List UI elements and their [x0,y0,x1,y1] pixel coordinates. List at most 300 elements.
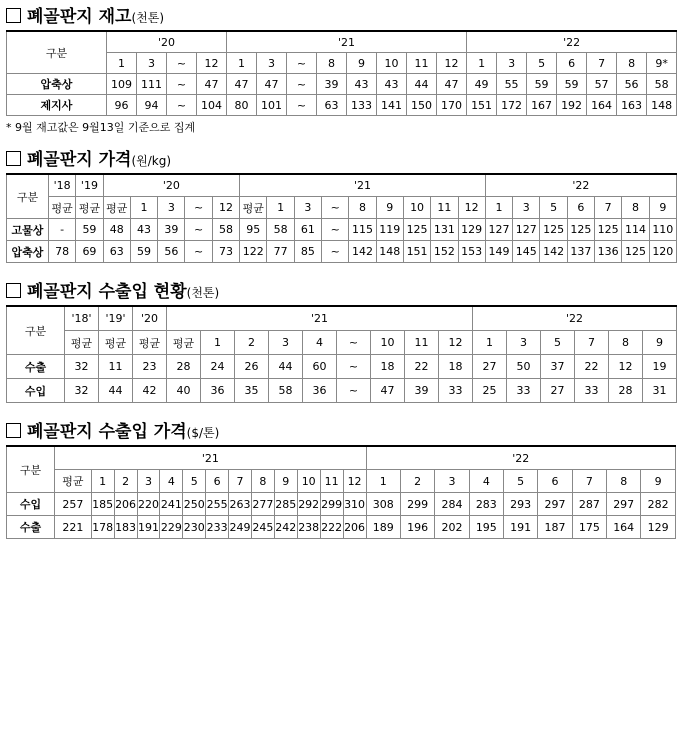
month-header: 8 [607,470,641,493]
month-header: 6 [538,470,572,493]
month-header-row [7,53,677,74]
table-cell: 77 [267,241,294,263]
year-header: '18' [65,306,99,331]
table-cell: 57 [587,74,617,95]
section-unit: (천톤) [186,286,220,300]
table-cell: 31 [643,379,677,403]
table-cell: 27 [473,355,507,379]
year-header: '21 [227,31,467,53]
table-cell: 172 [497,95,527,116]
table-cell: 47 [227,74,257,95]
table-cell: 151 [467,95,497,116]
table-cell: 36 [303,379,337,403]
month-header: 11 [407,53,437,74]
table-cell: 221 [55,516,92,539]
table-cell: 32 [65,379,99,403]
table-cell: 110 [649,219,676,241]
year-header: '21 [55,446,367,470]
section-title-text: 폐골판지 가격 [27,150,132,170]
table-cell: 285 [274,493,297,516]
row-label: 수입 [7,379,65,403]
table-cell: 191 [137,516,160,539]
table-cell: 25 [473,379,507,403]
table-cell: 59 [527,74,557,95]
table-cell: 206 [114,493,137,516]
table-cell: 32 [65,355,99,379]
table-row [7,493,676,516]
table-cell: 152 [431,241,458,263]
table-cell: 119 [376,219,403,241]
table-cell: 257 [55,493,92,516]
month-header: 3 [269,331,303,355]
table-cell: 63 [317,95,347,116]
table-cell: 283 [469,493,503,516]
year-header: '21 [240,174,486,197]
table-cell: 48 [103,219,130,241]
table-cell: 47 [257,74,287,95]
month-header: 8 [622,197,649,219]
month-header: 평균 [240,197,267,219]
table-cell: 59 [130,241,157,263]
table-cell: 125 [595,219,622,241]
table-cell: 189 [366,516,400,539]
month-header: 2 [235,331,269,355]
table-cell: 142 [540,241,567,263]
month-header: 평균 [99,331,133,355]
month-header: 9* [647,53,677,74]
trade-volume-table [6,305,677,403]
table-cell: 18 [439,355,473,379]
table-cell: 111 [137,74,167,95]
table-cell: 39 [317,74,347,95]
year-header: '18 [49,174,76,197]
table-cell: 22 [405,355,439,379]
month-header: 8 [349,197,376,219]
month-header: 11 [405,331,439,355]
month-header: 9 [641,470,676,493]
table-cell: ~ [167,74,197,95]
month-header: 11 [431,197,458,219]
year-header: '22 [485,174,676,197]
table-cell: 222 [320,516,343,539]
month-header: 10 [371,331,405,355]
table-cell: ~ [167,95,197,116]
table-cell: 192 [557,95,587,116]
section-title-trade-price [6,419,676,445]
table-cell: 141 [377,95,407,116]
table-cell: 19 [643,355,677,379]
month-header: 12 [343,470,366,493]
table-cell: 229 [160,516,183,539]
section-unit: (천톤) [131,11,165,25]
table-cell: 39 [158,219,185,241]
section-unit: (원/kg) [131,154,172,168]
month-header: 3 [137,470,160,493]
month-header: 1 [366,470,400,493]
month-header-row [7,197,677,219]
table-cell: 55 [497,74,527,95]
table-cell: 24 [201,355,235,379]
table-cell: 85 [294,241,321,263]
month-header: 5 [183,470,206,493]
footnote: * 9월 재고값은 9월13일 기준으로 집계 [6,121,196,134]
table-cell: - [49,219,76,241]
table-cell: 250 [183,493,206,516]
month-header: 6 [567,197,594,219]
table-cell: 39 [405,379,439,403]
table-cell: 95 [240,219,267,241]
month-header: 평균 [76,197,103,219]
table-row [7,516,676,539]
table-cell: 175 [572,516,606,539]
month-header: 12 [437,53,467,74]
table-cell: 49 [467,74,497,95]
month-header: 1 [107,53,137,74]
month-header: 3 [513,197,540,219]
table-cell: 23 [133,355,167,379]
table-cell: 40 [167,379,201,403]
section-title-text: 폐골판지 재고 [27,7,132,27]
table-cell: 137 [567,241,594,263]
table-cell: 59 [557,74,587,95]
table-cell: 150 [407,95,437,116]
table-cell: 28 [609,379,643,403]
year-header: '22 [366,446,675,470]
section-title-text: 폐골판지 수출입 현황 [27,282,187,302]
table-cell: 43 [347,74,377,95]
table-cell: 145 [513,241,540,263]
table-cell: 185 [91,493,114,516]
month-header: 4 [303,331,337,355]
table-cell: 58 [267,219,294,241]
table-cell: ~ [287,74,317,95]
month-header: ~ [167,53,197,74]
checkbox-square-icon [6,423,21,438]
table-cell: ~ [287,95,317,116]
table-cell: 27 [541,379,575,403]
month-header: 평균 [167,331,201,355]
table-cell: 47 [197,74,227,95]
row-label: 압축상 [7,241,49,263]
table-cell: 220 [137,493,160,516]
month-header: 3 [294,197,321,219]
table-cell: ~ [322,241,349,263]
row-label: 수출 [7,516,55,539]
table-cell: 61 [294,219,321,241]
table-cell: 58 [647,74,677,95]
table-cell: 22 [575,355,609,379]
table-cell: 120 [649,241,676,263]
table-cell: 101 [257,95,287,116]
table-cell: 255 [206,493,229,516]
table-cell: 44 [407,74,437,95]
table-cell: 170 [437,95,467,116]
table-cell: 125 [403,219,430,241]
month-header: 1 [467,53,497,74]
table-cell: 47 [437,74,467,95]
month-header: 12 [439,331,473,355]
month-header: 평균 [49,197,76,219]
year-header: '19' [99,306,133,331]
month-header: 평균 [133,331,167,355]
checkbox-square-icon [6,8,21,23]
month-header: 9 [347,53,377,74]
table-cell: 151 [403,241,430,263]
month-header: 3 [507,331,541,355]
year-header: '20 [107,31,227,53]
table-cell: 80 [227,95,257,116]
table-cell: 26 [235,355,269,379]
section-title-price [6,147,676,173]
table-cell: 33 [575,379,609,403]
table-cell: 178 [91,516,114,539]
table-cell: 183 [114,516,137,539]
table-cell: 78 [49,241,76,263]
table-cell: 94 [137,95,167,116]
table-cell: 163 [617,95,647,116]
table-cell: 125 [567,219,594,241]
month-header: 9 [274,470,297,493]
price-table [6,173,677,263]
table-cell: 33 [507,379,541,403]
table-cell: 287 [572,493,606,516]
table-cell: 50 [507,355,541,379]
table-cell: 37 [541,355,575,379]
month-header-row [7,470,676,493]
table-cell: 96 [107,95,137,116]
table-cell: 56 [158,241,185,263]
month-header: 9 [649,197,676,219]
month-header: 9 [643,331,677,355]
table-cell: 115 [349,219,376,241]
year-header: '22 [467,31,677,53]
month-header: 평균 [65,331,99,355]
trade-price-table [6,445,676,539]
table-cell: 136 [595,241,622,263]
month-header: 5 [540,197,567,219]
row-label: 수출 [7,355,65,379]
month-header: ~ [185,197,212,219]
table-cell: 122 [240,241,267,263]
month-header: 1 [91,470,114,493]
table-cell: ~ [322,219,349,241]
table-cell: 58 [212,219,239,241]
table-cell: 293 [503,493,537,516]
month-header: 2 [114,470,137,493]
table-cell: 206 [343,516,366,539]
table-cell: 28 [167,355,201,379]
table-header-category: 구분 [7,31,107,74]
table-cell: 69 [76,241,103,263]
month-header: 8 [617,53,647,74]
table-header-category: 구분 [7,446,55,493]
table-row [7,355,677,379]
month-header: 1 [201,331,235,355]
checkbox-square-icon [6,283,21,298]
table-cell: 238 [297,516,320,539]
table-cell: 127 [485,219,512,241]
year-header: '21 [167,306,473,331]
month-header: 10 [403,197,430,219]
table-cell: 308 [366,493,400,516]
table-row [7,74,677,95]
month-header: 12 [212,197,239,219]
table-cell: 73 [212,241,239,263]
table-cell: 196 [400,516,434,539]
month-header: 1 [485,197,512,219]
table-cell: 241 [160,493,183,516]
table-cell: 44 [99,379,133,403]
table-cell: 43 [130,219,157,241]
table-cell: 149 [485,241,512,263]
month-header: 11 [320,470,343,493]
table-cell: 299 [400,493,434,516]
row-label: 압축상 [7,74,107,95]
table-cell: 129 [641,516,676,539]
table-cell: 114 [622,219,649,241]
month-header: 3 [497,53,527,74]
table-cell: ~ [185,241,212,263]
section-title-text: 폐골판지 수출입 가격 [27,422,187,442]
table-cell: 59 [76,219,103,241]
table-cell: 164 [587,95,617,116]
table-cell: 167 [527,95,557,116]
table-cell: 284 [435,493,469,516]
table-cell: 43 [377,74,407,95]
month-header: 1 [227,53,257,74]
month-header: 10 [377,53,407,74]
table-cell: 277 [251,493,274,516]
table-cell: 11 [99,355,133,379]
table-cell: 56 [617,74,647,95]
table-cell: 58 [269,379,303,403]
month-header: ~ [287,53,317,74]
table-cell: ~ [337,355,371,379]
row-label: 수입 [7,493,55,516]
table-cell: 148 [647,95,677,116]
table-cell: 35 [235,379,269,403]
table-cell: ~ [185,219,212,241]
month-header: 6 [206,470,229,493]
table-cell: 12 [609,355,643,379]
month-header: 3 [257,53,287,74]
month-header: 3 [137,53,167,74]
month-header: 5 [541,331,575,355]
table-cell: 230 [183,516,206,539]
year-header: '19 [76,174,103,197]
month-header: 8 [317,53,347,74]
table-cell: 292 [297,493,320,516]
table-row [7,379,677,403]
month-header: 3 [435,470,469,493]
table-cell: 263 [229,493,252,516]
table-cell: 249 [229,516,252,539]
month-header: 7 [587,53,617,74]
inventory-table [6,30,677,116]
table-cell: 195 [469,516,503,539]
table-cell: 109 [107,74,137,95]
checkbox-square-icon [6,151,21,166]
table-cell: 282 [641,493,676,516]
table-cell: 297 [538,493,572,516]
month-header: 5 [503,470,537,493]
table-row [7,219,677,241]
table-cell: 47 [371,379,405,403]
table-cell: 164 [607,516,641,539]
table-cell: ~ [337,379,371,403]
month-header: 10 [297,470,320,493]
section-unit: ($/톤) [186,426,220,440]
month-header: 12 [197,53,227,74]
month-header: 8 [251,470,274,493]
year-header: '20 [133,306,167,331]
table-cell: 133 [347,95,377,116]
month-header: 6 [557,53,587,74]
table-cell: 131 [431,219,458,241]
month-header: ~ [322,197,349,219]
table-cell: 60 [303,355,337,379]
table-cell: 153 [458,241,485,263]
month-header: 1 [267,197,294,219]
month-header: 평균 [103,197,130,219]
table-cell: 187 [538,516,572,539]
table-cell: 36 [201,379,235,403]
month-header: 3 [158,197,185,219]
month-header: 7 [572,470,606,493]
month-header: 1 [130,197,157,219]
table-cell: 42 [133,379,167,403]
year-header: '22 [473,306,677,331]
table-header-category: 구분 [7,174,49,219]
month-header: 12 [458,197,485,219]
month-header: 2 [400,470,434,493]
month-header: 8 [609,331,643,355]
month-header: 평균 [55,470,92,493]
month-header: 9 [376,197,403,219]
section-title-trade-volume [6,279,676,305]
month-header-row [7,331,677,355]
table-cell: 63 [103,241,130,263]
table-cell: 129 [458,219,485,241]
table-cell: 191 [503,516,537,539]
table-cell: 245 [251,516,274,539]
table-cell: 233 [206,516,229,539]
table-cell: 18 [371,355,405,379]
month-header: 1 [473,331,507,355]
row-label: 고물상 [7,219,49,241]
table-header-category: 구분 [7,306,65,355]
table-cell: 127 [513,219,540,241]
month-header: 5 [527,53,557,74]
table-cell: 297 [607,493,641,516]
row-label: 제지사 [7,95,107,116]
month-header: ~ [337,331,371,355]
table-cell: 44 [269,355,303,379]
table-cell: 33 [439,379,473,403]
table-row [7,241,677,263]
table-cell: 142 [349,241,376,263]
section-title-inventory [6,4,676,30]
month-header: 7 [229,470,252,493]
month-header: 4 [160,470,183,493]
table-cell: 125 [622,241,649,263]
table-cell: 202 [435,516,469,539]
month-header: 7 [595,197,622,219]
year-header: '20 [103,174,240,197]
table-cell: 242 [274,516,297,539]
table-cell: 104 [197,95,227,116]
table-cell: 125 [540,219,567,241]
